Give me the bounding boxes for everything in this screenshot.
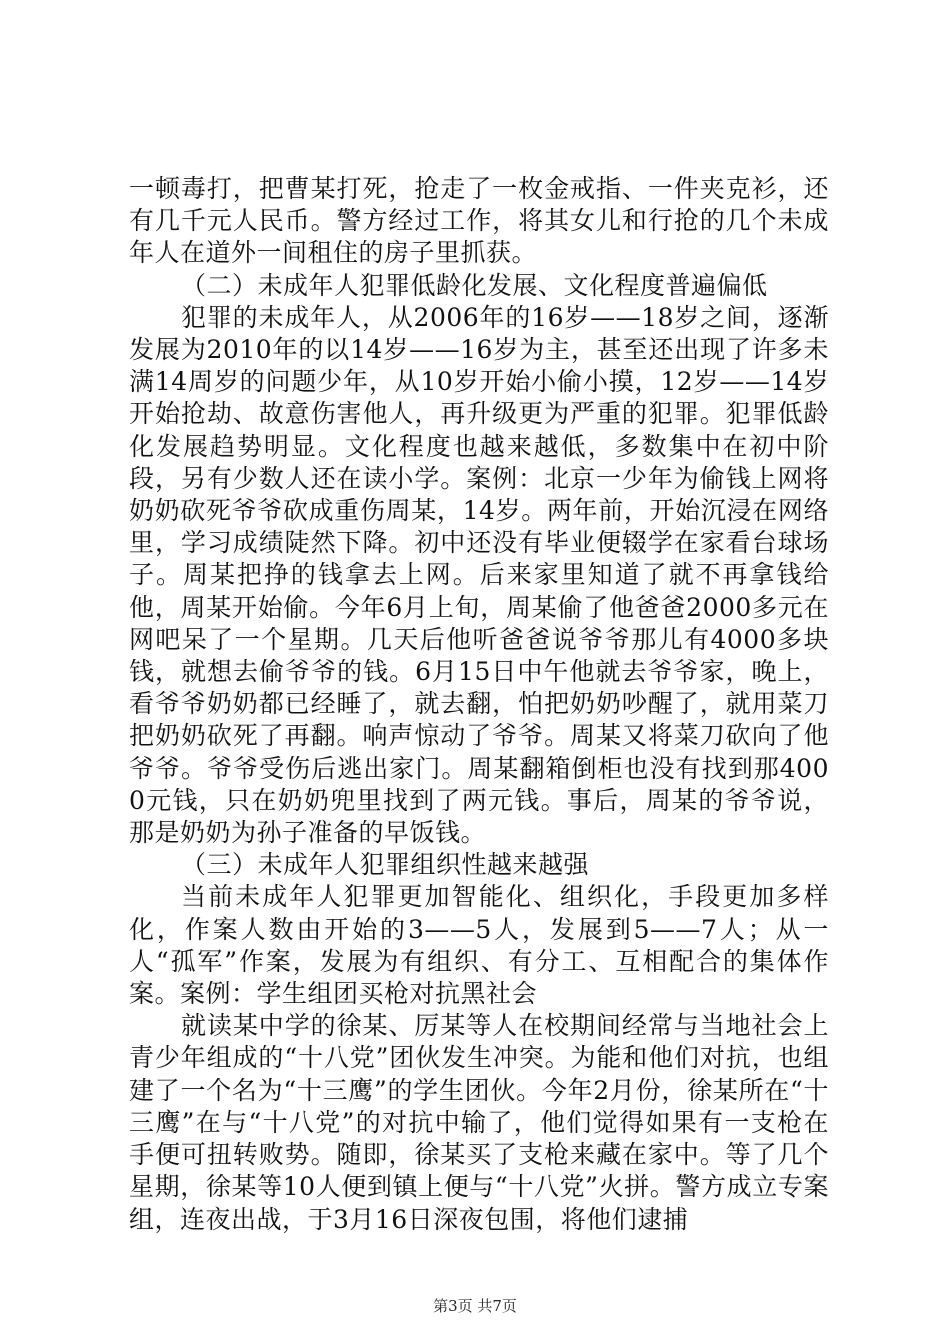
section-heading-low-age: （二）未成年人犯罪低龄化发展、文化程度普遍偏低 xyxy=(181,270,768,300)
document-body xyxy=(129,173,829,1236)
paragraph-case-continuation: 一顿毒打，把曹某打死，抢走了一枚金戒指、一件夹克衫，还有几千元人民币。警方经过工作，将其女儿和行抢的几个未成年人在道外一间租住的房子里抓获。 xyxy=(129,174,829,268)
paragraph-gang-case: 就读某中学的徐某、厉某等人在校期间经常与当地社会上青少年组成的“十八党”团伙发生冲突。为能和他们对抗，也组建了一个名为“十三鹰”的学生团伙。今年2月份，徐某所在“十三鹰”在与“十八党”的对抗中输了，他们觉得如果有一支枪在手便可扭转败势。随即，徐某买了支枪来藏在家中。等了几个星期，徐某等10人便到镇上便与“十八党”火拼。警方成立专案组，连夜出战，于3月16日深夜包围，将他们逮捕 xyxy=(129,1011,829,1234)
paragraph-organization: 当前未成年人犯罪更加智能化、组织化，手段更加多样化，作案人数由开始的3——5人，发展到5——7人；从一人“孤军”作案，发展为有组织、有分工、互相配合的集体作案。案例：学生组团买枪对抗黑社会 xyxy=(129,882,829,1009)
paragraph-low-age: 犯罪的未成年人，从2006年的16岁——18岁之间，逐渐发展为2010年的以14岁——16岁为主，甚至还出现了许多未满14周岁的问题少年，从10岁开始小偷小摸，12岁——14岁开始抢劫、故意伤害他人，再升级更为严重的犯罪。犯罪低龄化发展趋势明显。文化程度也越来越低，多数集中在初中阶段，另有少数人还在读小学。案例：北京一少年为偷钱上网将奶奶砍死爷爷砍成重伤周某，14岁。两年前，开始沉浸在网络里，学习成绩陡然下降。初中还没有毕业便辍学在家看台球场子。周某把挣的钱拿去上网。后来家里知道了就不再拿钱给他，周某开始偷。今年6月上旬，周某偷了他爸爸2000多元在网吧呆了一个星期。几天后他听爸爸说爷爷那儿有4000多块钱，就想去偷爷爷的钱。6月15日中午他就去爷爷家，晚上，看爷爷奶奶都已经睡了，就去翻，怕把奶奶吵醒了，就用菜刀把奶奶砍死了再翻。响声惊动了爷爷。周某又将菜刀砍向了他爷爷。爷爷受伤后逃出家门。周某翻箱倒柜也没有找到那4000元钱，只在奶奶兜里找到了两元钱。事后，周某的爷爷说，那是奶奶为孙子准备的早饭钱。 xyxy=(129,302,829,848)
section-heading-organization: （三）未成年人犯罪组织性越来越强 xyxy=(181,850,590,880)
page-number-footer: 第3页 共7页 xyxy=(433,1297,517,1315)
